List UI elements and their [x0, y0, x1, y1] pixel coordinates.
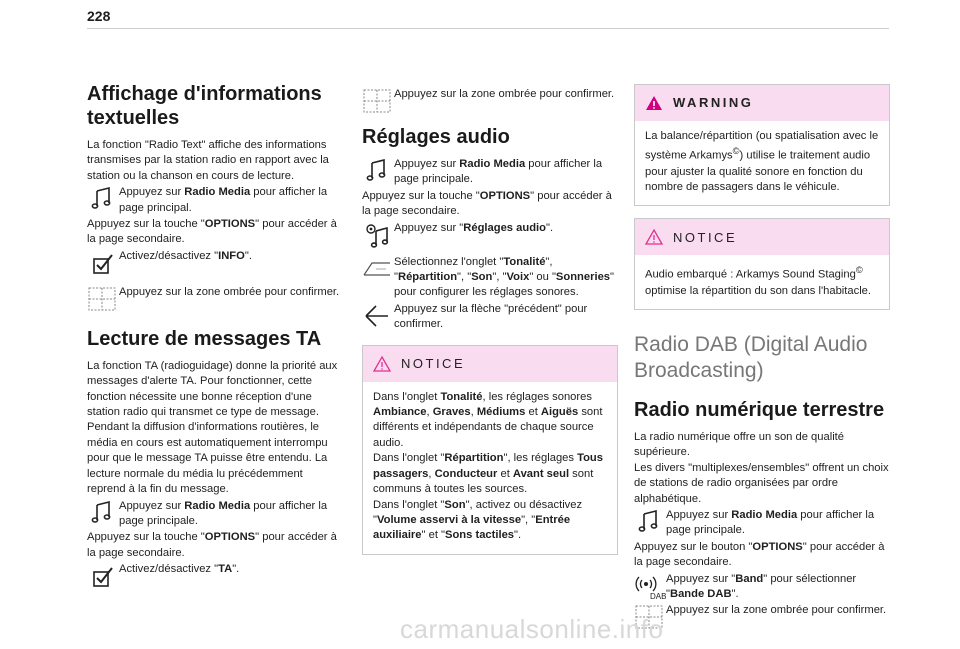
column-1: [87, 82, 343, 591]
checkbox-icon: [87, 249, 117, 277]
step-radio-media-2: Appuyez sur Radio Media pour afficher la page principale.: [87, 499, 343, 530]
heading-affichage: Affichage d'informations textuelles: [87, 83, 322, 129]
shaded-zone-icon: [362, 87, 392, 115]
dab-intro-1: La radio numérique offre un son de qualité supérieure.: [634, 430, 845, 459]
back-arrow-icon: [362, 302, 392, 330]
step-confirm: [87, 285, 343, 313]
options-line: Appuyez sur la touche "OPTIONS" pour accéder à la page secondaire.: [87, 218, 337, 246]
warning-triangle-icon: [645, 95, 663, 111]
music-note-icon: [362, 157, 392, 185]
warning-header: [635, 85, 889, 121]
warning-triangle-icon: [373, 356, 391, 372]
step-back-arrow: [362, 302, 618, 333]
step-radio-media: [87, 185, 343, 216]
warning-label: WARNING: [673, 95, 754, 111]
radio-text-intro: La fonction "Radio Text" affiche des informations transmises par la station radio en rapport avec la station ou la chanson en cours de lecture.: [87, 139, 329, 182]
warning-body: La balance/répartition (ou spatialisation avec le système Arkamys©) utilise le traitement audio pour ajuster la qualité sonore en fonction du nombre de passagers dans le véhicule.: [645, 130, 879, 193]
column-3: [634, 84, 890, 632]
step-confirm: [634, 603, 890, 631]
column-2: [362, 86, 618, 555]
step-bold: Radio Media: [184, 186, 251, 199]
step-text: Appuyez sur: [119, 186, 185, 199]
notice-box: [362, 345, 618, 555]
watermark: carmanualsonline.info: [400, 614, 664, 644]
music-note-icon: [634, 508, 664, 536]
notice-box: [634, 218, 890, 310]
notice-body: Audio embarqué : Arkamys Sound Staging© optimise la répartition du son dans l'habitacle.: [645, 265, 872, 297]
music-note-icon: [87, 185, 117, 213]
step-text: Appuyez sur la zone ombrée pour confirmer.: [394, 88, 615, 100]
step-band: DAB Appuyez sur "Band" pour sélectionner "Bande DAB".: [634, 572, 890, 603]
checkbox-icon: [87, 562, 117, 590]
music-note-icon: [87, 499, 117, 527]
header-divider: [87, 28, 889, 29]
notice-header: [635, 219, 889, 255]
warning-triangle-icon: [645, 229, 663, 245]
section-title-dab: Radio DAB (Digital Audio Broadcasting): [634, 332, 868, 382]
step-ta-toggle: Activez/désactivez "TA".: [87, 562, 343, 590]
step-text: Appuyez sur la zone ombrée pour confirmer.: [119, 285, 340, 298]
dab-intro-2: Les divers "multiplexes/ensembles" offrent un choix de stations de radio organisées par ordre alphabétique.: [634, 461, 889, 505]
options-line-2: Appuyez sur la touche "OPTIONS" pour accéder à la page secondaire.: [87, 531, 337, 559]
step-audio-settings: Appuyez sur "Réglages audio".: [362, 221, 618, 249]
heading-reglages-audio: Réglages audio: [362, 126, 510, 148]
options-line: Appuyez sur la touche "OPTIONS" pour accéder à la page secondaire.: [362, 189, 612, 218]
notice-body: Dans l'onglet Tonalité, les réglages sonores Ambiance, Graves, Médiums et Aiguës sont différents et indépendants de chaque source audio. Dans l'onglet "Répartition", les réglages Tous passagers, Conducteur et Avant seul sont communs à toutes les sources. Dans l'onglet "Son", activez ou désactivez "Volume asservi à la vitesse", "Entrée auxiliaire" et "Sons tactiles".: [373, 390, 603, 542]
step-radio-media: Appuyez sur Radio Media pour afficher la page principale.: [634, 508, 890, 539]
step-select-tab: Sélectionnez l'onglet "Tonalité", "Répartition", "Son", "Voix" ou "Sonneries" pour configurer les réglages sonores.: [362, 255, 618, 301]
notice-label: NOTICE: [673, 229, 738, 245]
notice-label: NOTICE: [401, 355, 466, 371]
step-text: Appuyez sur la zone ombrée pour confirmer.: [666, 604, 887, 617]
dab-icon-label: DAB: [650, 591, 667, 601]
page-number: 228: [87, 8, 111, 24]
ta-text: La fonction TA (radioguidage) donne la priorité aux messages d'alerte TA. Pour fonctionner, cette fonction nécessite une bonne réception d'une station radio qui transmet ce type de message. Pendant la diffusion d'informations routières, le média en cours est automatiquement interrompu pour que le message TA puisse être entendu. La lecture normale du média lu précédemment reprend à la fin du message.: [87, 359, 338, 496]
step-text: Appuyez sur la flèche "précédent" pour confirmer.: [394, 302, 588, 331]
settings-music-icon: [362, 221, 392, 249]
warning-box: [634, 84, 890, 206]
step-info-toggle: Activez/désactivez "INFO".: [87, 249, 343, 277]
heading-ta: Lecture de messages TA: [87, 327, 322, 350]
step-text: pour afficher la page principal.: [119, 186, 328, 214]
shaded-zone-icon: [87, 285, 117, 313]
tab-icon: [362, 255, 392, 283]
heading-radio-numerique: Radio numérique terrestre: [634, 398, 885, 421]
dab-icon: [634, 572, 667, 601]
step-radio-media: Appuyez sur Radio Media pour afficher la page principale.: [362, 157, 618, 188]
options-line: Appuyez sur le bouton "OPTIONS" pour accéder à la page secondaire.: [634, 540, 885, 569]
notice-header: [363, 346, 617, 382]
step-confirm-top: [362, 87, 618, 115]
